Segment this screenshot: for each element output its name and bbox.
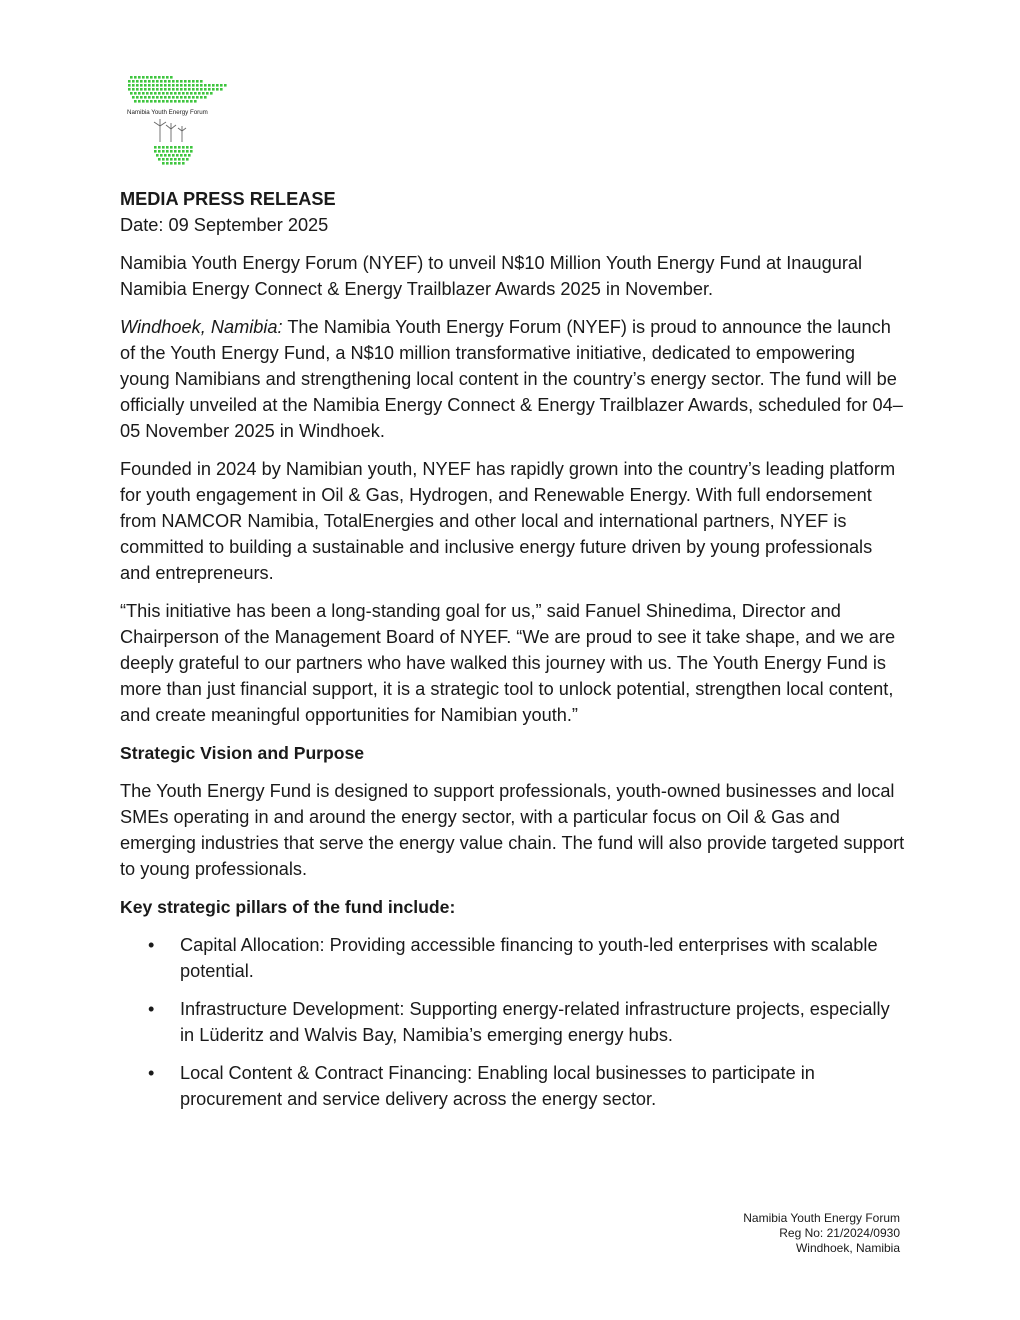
list-item — [120, 996, 905, 1048]
footer-location: Windhoek, Namibia — [795, 1241, 900, 1255]
footer-reg-number: Reg No: 21/2024/0930 — [779, 1226, 900, 1240]
pillars-heading: Key strategic pillars of the fund include: — [120, 897, 456, 917]
background-paragraph: Founded in 2024 by Namibian youth, NYEF has rapidly grown into the country’s leading platform for youth engagement in Oil & Gas, Hydrogen, and Renewable Energy. With full endorsement from NAMCOR Namibia, TotalEnergies and other local and international partners, NYEF is committed to building a sustainable and inclusive energy future driven by young professionals and entrepreneurs. — [120, 459, 896, 583]
dateline: Windhoek, Namibia: — [120, 317, 283, 337]
list-item — [120, 932, 905, 984]
namibia-map-wind-turbine-icon — [124, 74, 230, 170]
section-heading: Strategic Vision and Purpose — [120, 743, 365, 763]
bullet-icon: • — [148, 999, 155, 1019]
pillar-text: Local Content & Contract Financing: Enabling local businesses to participate in procurement and service delivery across the energy sector. — [180, 1063, 815, 1109]
document-title: MEDIA PRESS RELEASE — [120, 189, 336, 209]
pillar-text: Capital Allocation: Providing accessible financing to youth-led enterprises with scalable potential. — [180, 935, 878, 981]
quote-paragraph: “This initiative has been a long-standing goal for us,” said Fanuel Shinedima, Director and Chairperson of the Management Board of NYEF. “We are proud to see it take shape, and we are deeply grateful to our partners who have walked this journey with us. The Youth Energy Fund is more than just financial support, it is a strategic tool to unlock potential, strengthen local content, and create meaningful opportunities for Namibian youth.” — [120, 601, 896, 725]
release-date: Date: 09 September 2025 — [120, 215, 329, 235]
wind-turbine-icon — [154, 119, 186, 142]
pillars-list — [120, 932, 905, 1112]
intro-text: The Namibia Youth Energy Forum (NYEF) is proud to announce the launch of the Youth Energy Fund, a N$10 million transformative initiative, dedicated to empowering young Namibians and strengthening local content in the country’s energy sector. The fund will be officially unveiled at the Namibia Energy Connect & Energy Trailblazer Awards, scheduled for 04–05 November 2025 in Windhoek. — [120, 317, 903, 441]
vision-paragraph: The Youth Energy Fund is designed to support professionals, youth-owned businesses and local SMEs operating in and around the energy sector, with a particular focus on Oil & Gas and emerging industries that serve the energy value chain. The fund will also provide targeted support to young professionals. — [120, 781, 905, 879]
headline: Namibia Youth Energy Forum (NYEF) to unveil N$10 Million Youth Energy Fund at Inaugural Namibia Energy Connect & Energy Trailblazer Awards 2025 in November. — [120, 253, 863, 299]
press-release-body — [120, 186, 905, 1124]
intro-paragraph — [120, 314, 905, 444]
footer-address — [743, 1211, 900, 1256]
bullet-icon: • — [148, 935, 155, 955]
pillar-text: Infrastructure Development: Supporting energy-related infrastructure projects, especially in Lüderitz and Walvis Bay, Namibia’s emerging energy hubs. — [180, 999, 890, 1045]
footer-org-name: Namibia Youth Energy Forum — [743, 1211, 900, 1225]
nyef-logo — [124, 74, 230, 170]
logo-text: Namibia Youth Energy Forum — [127, 109, 208, 116]
list-item — [120, 1060, 905, 1112]
bullet-icon: • — [148, 1063, 155, 1083]
